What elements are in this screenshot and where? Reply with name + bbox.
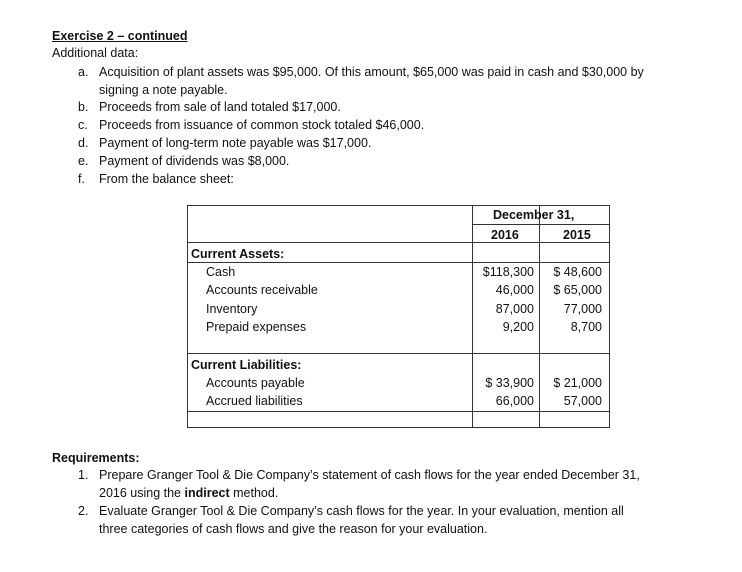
additional-data-label: Additional data: bbox=[52, 46, 139, 60]
year-2015-header: 2015 bbox=[563, 228, 591, 242]
column-divider bbox=[539, 206, 540, 427]
item-text: Proceeds from sale of land totaled $17,000. bbox=[99, 100, 341, 114]
year-2016-header: 2016 bbox=[491, 228, 519, 242]
item-marker: 2. bbox=[78, 504, 89, 518]
item-marker: b. bbox=[78, 100, 89, 114]
exercise-title: Exercise 2 – continued bbox=[52, 29, 188, 43]
item-text: Payment of long-term note payable was $17,000. bbox=[99, 136, 372, 150]
balance-sheet-table bbox=[187, 205, 610, 428]
subheader-divider bbox=[472, 224, 609, 225]
prepaid-expenses-2015: 8,700 bbox=[570, 320, 602, 334]
row-label-accounts-receivable: Accounts receivable bbox=[206, 283, 318, 297]
date-header: December 31, bbox=[493, 208, 575, 222]
row-label-prepaid-expenses: Prepaid expenses bbox=[206, 320, 307, 334]
indirect-method-emphasis: indirect bbox=[184, 485, 230, 500]
item-text: Proceeds from issuance of common stock totaled $46,000. bbox=[99, 118, 425, 132]
accrued-liabilities-2015: 57,000 bbox=[563, 394, 602, 408]
item-text: Payment of dividends was $8,000. bbox=[99, 154, 290, 168]
item-marker: a. bbox=[78, 65, 89, 79]
prepaid-expenses-2016: 9,200 bbox=[502, 320, 534, 334]
row-label-accounts-payable: Accounts payable bbox=[206, 376, 305, 390]
row-divider bbox=[188, 262, 609, 263]
inventory-2016: 87,000 bbox=[495, 302, 534, 316]
header-divider bbox=[188, 242, 609, 243]
row-label-accrued-liabilities: Accrued liabilities bbox=[206, 394, 303, 408]
item-text: From the balance sheet: bbox=[99, 172, 234, 186]
current-assets-heading: Current Assets: bbox=[191, 247, 285, 261]
item-text: Acquisition of plant assets was $95,000. Of this amount, $65,000 was paid in cash and $30,000 by signing a note payable. bbox=[99, 65, 644, 97]
accrued-liabilities-2016: 66,000 bbox=[495, 394, 534, 408]
cash-2015: $ 48,600 bbox=[553, 265, 602, 279]
item-marker: 1. bbox=[78, 468, 89, 482]
accounts-payable-2015: $ 21,000 bbox=[553, 376, 602, 390]
item-marker: c. bbox=[78, 118, 88, 132]
accounts-receivable-2015: $ 65,000 bbox=[553, 283, 602, 297]
row-label-inventory: Inventory bbox=[206, 302, 258, 316]
item-marker: e. bbox=[78, 154, 89, 168]
item-marker: f. bbox=[78, 172, 85, 186]
current-liabilities-heading: Current Liabilities: bbox=[191, 358, 302, 372]
accounts-receivable-2016: 46,000 bbox=[495, 283, 534, 297]
item-text: Evaluate Granger Tool & Die Company’s cash flows for the year. In your evaluation, mention all three categories of cash flows and give the reason for your evaluation. bbox=[99, 504, 624, 536]
row-label-cash: Cash bbox=[206, 265, 236, 279]
inventory-2015: 77,000 bbox=[563, 302, 602, 316]
item-marker: d. bbox=[78, 136, 89, 150]
cash-2016: $118,300 bbox=[482, 265, 534, 279]
column-divider bbox=[472, 206, 473, 427]
row-divider bbox=[188, 353, 609, 354]
item-text: Prepare Granger Tool & Die Company’s statement of cash flows for the year ended December 31, 2016 using the indirect method. bbox=[99, 468, 640, 500]
accounts-payable-2016: $ 33,900 bbox=[485, 376, 534, 390]
requirements-heading: Requirements: bbox=[52, 451, 140, 465]
row-divider bbox=[188, 411, 609, 412]
